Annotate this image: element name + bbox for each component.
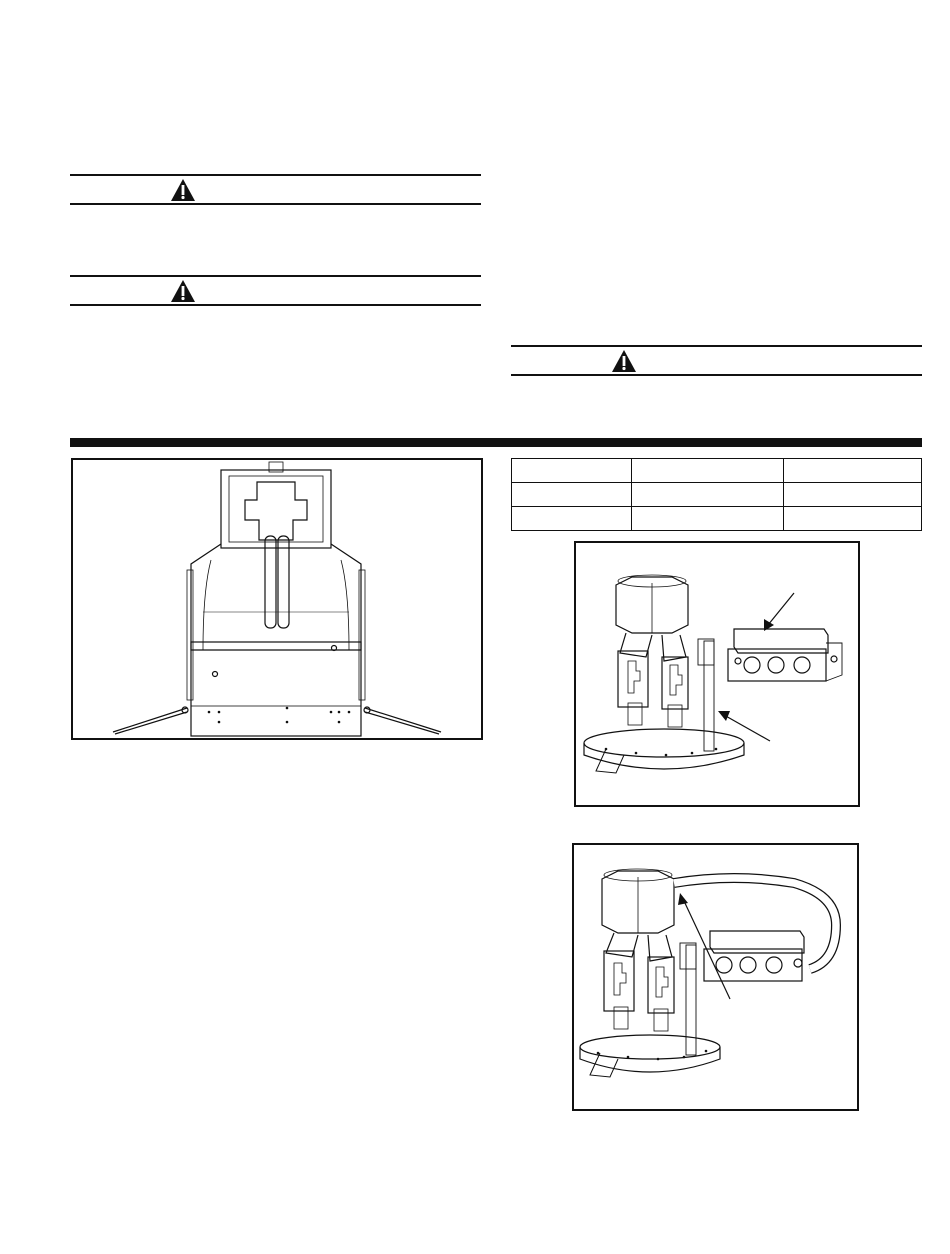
- section-divider: [70, 438, 922, 447]
- warning-1-bottom-rule: [70, 203, 481, 205]
- table-cell: [784, 483, 922, 507]
- warning-triangle-icon: [170, 279, 196, 303]
- table-cell: [512, 507, 632, 531]
- conduit-connection-view: [572, 843, 859, 1111]
- table-cell: [784, 507, 922, 531]
- junction-box-illustration: [576, 543, 858, 805]
- table-cell: [631, 459, 784, 483]
- spec-table: [511, 458, 922, 531]
- table-cell: [784, 459, 922, 483]
- warning-1-top-rule: [70, 174, 481, 176]
- table-row: [512, 483, 922, 507]
- table-cell: [512, 483, 632, 507]
- warning-2-top-rule: [70, 275, 481, 277]
- table-cell: [512, 459, 632, 483]
- flex-conduit-illustration: [574, 845, 857, 1109]
- warning-triangle-icon: [170, 178, 196, 202]
- junction-box-view: [574, 541, 860, 807]
- warning-triangle-icon: [611, 349, 637, 373]
- table-row: [512, 459, 922, 483]
- warning-2-bottom-rule: [70, 304, 481, 306]
- recessed-fixture-illustration: [73, 460, 481, 738]
- table-cell: [631, 507, 784, 531]
- table-cell: [631, 483, 784, 507]
- table-row: [512, 507, 922, 531]
- fixture-front-view: [71, 458, 483, 740]
- warning-3-bottom-rule: [511, 374, 922, 376]
- warning-3-top-rule: [511, 345, 922, 347]
